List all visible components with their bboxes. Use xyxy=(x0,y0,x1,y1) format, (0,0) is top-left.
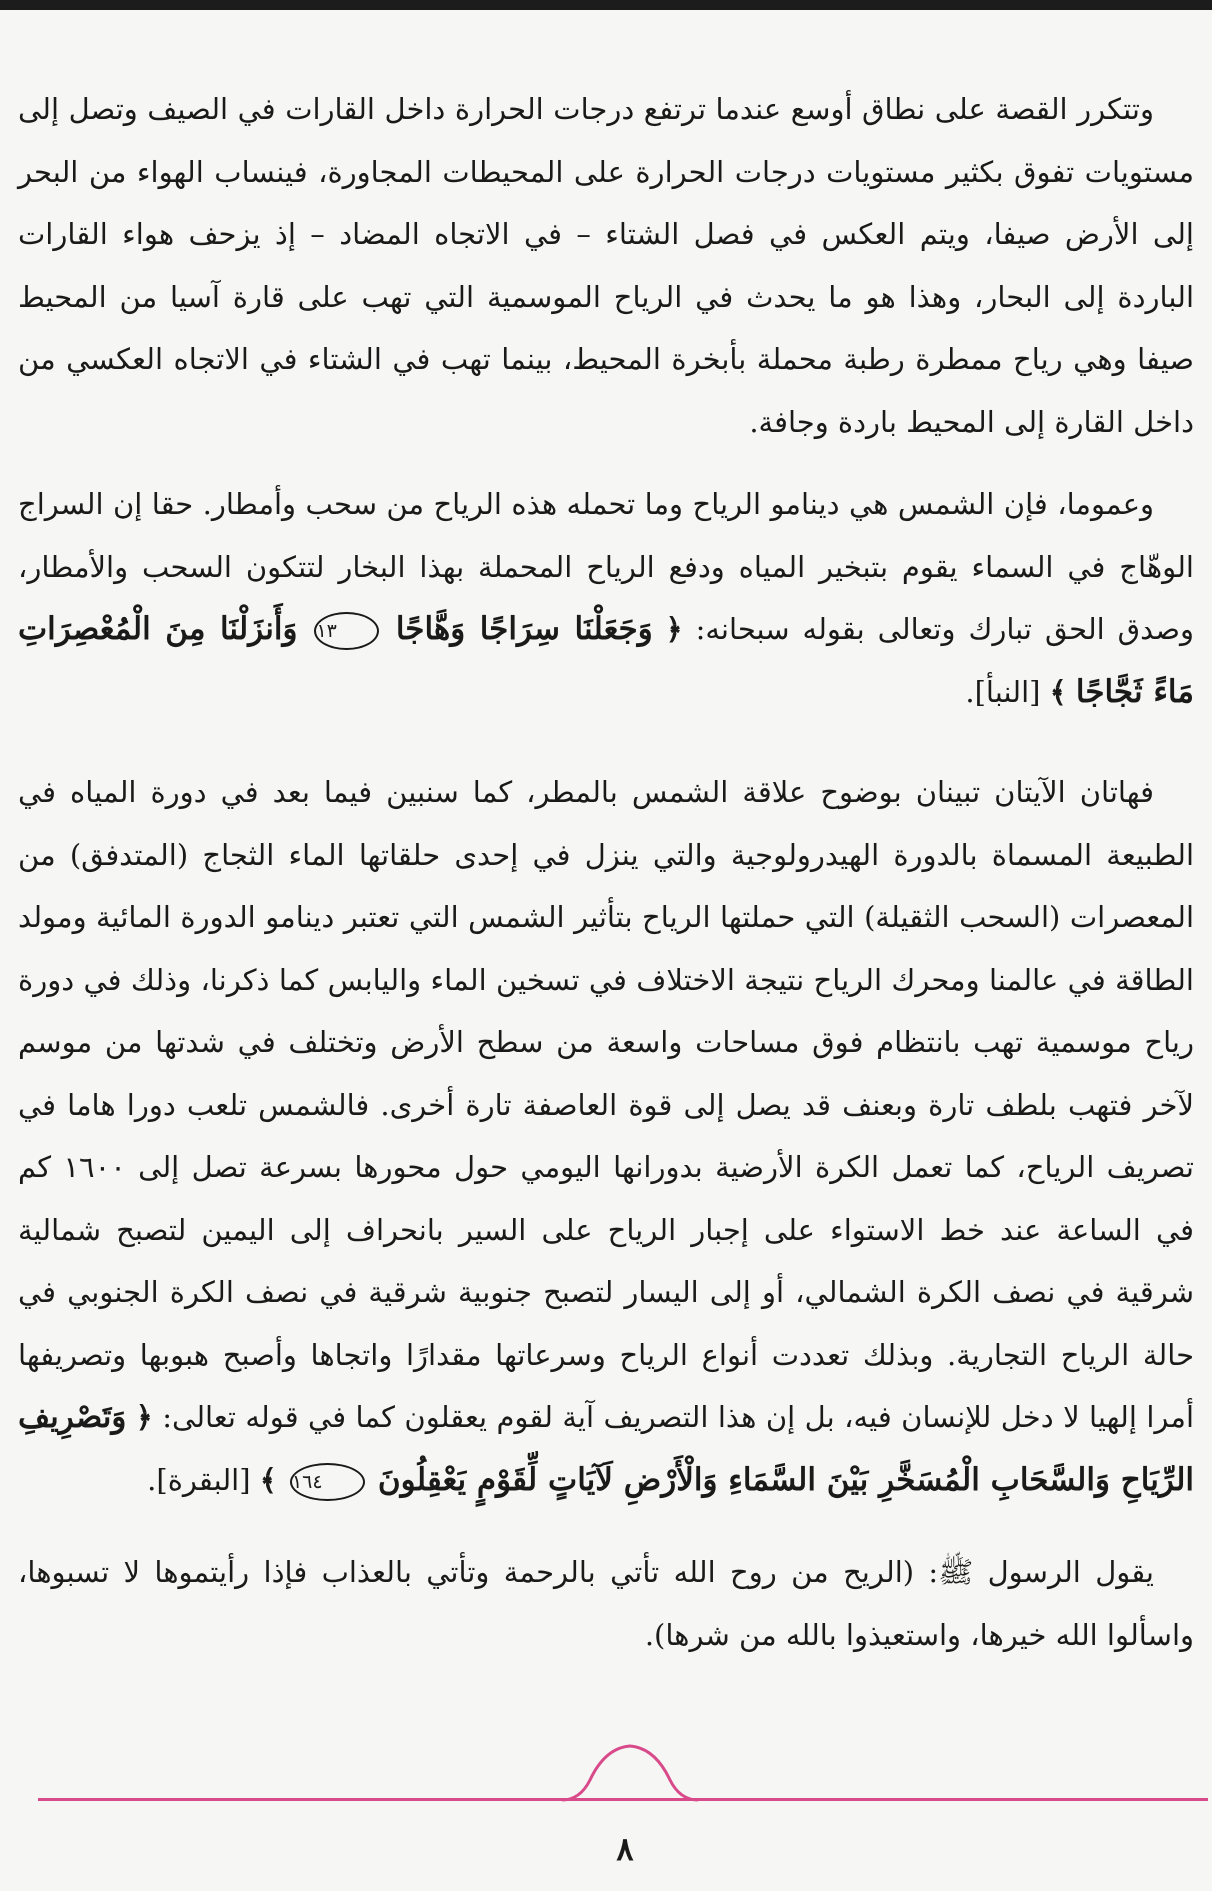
quran-open-bracket: ﴿ xyxy=(135,1400,153,1434)
footer-divider-line xyxy=(38,1798,1208,1801)
quran-verse: وَتَصْرِيفِ الرِّيَاحِ وَالسَّحَابِ الْمُسَخَّرِ بَيْنَ السَّمَاءِ وَالْأَرْضِ لَآيَاتٍ لِّقَوْمٍ يَعْقِلُونَ xyxy=(18,1399,1194,1498)
ayah-number-marker: ١٣ xyxy=(314,612,378,650)
paragraph-text: فهاتان الآيتان تبينان بوضوح علاقة الشمس بالمطر، كما سنبين فيما بعد في دورة المياه في الطبيعة المسماة بالدورة الهيدرولوجية والتي ينزل في إحدى حلقاتها الماء الثجاج (المتدفق) من المعصرات (السحب الثقيلة) التي حملتها الرياح بتأثير الشمس التي تعتبر دينامو الدورة المائية ومولد الطاقة في عالمنا ومحرك الرياح نتيجة الاختلاف في تسخين الماء واليابس كما ذكرنا، وذلك في دورة رياح موسمية تهب بانتظام فوق مساحات واسعة من سطح الأرض وتختلف في شدتها من موسم لآخر فتهب بلطف تارة وبعنف قد يصل إلى قوة العاصفة تارة أخرى. فالشمس تلعب دورا هاما في تصريف الرياح، كما تعمل الكرة الأرضية بدورانها اليومي حول محورها بسرعة تصل إلى ١٦٠٠ كم في الساعة عند خط الاستواء على إجبار الرياح على السير بانحراف إلى اليمين لتصبح شمالية شرقية في نصف الكرة الشمالي، أو إلى اليسار لتصبح جنوبية شرقية في نصف الكرة الجنوبي في حالة الرياح التجارية. وبذلك تعددت أنواع الرياح وسرعاتها مقدارًا واتجاها وأصبح هبوبها وتصريفها أمرا إلهيا لا دخل للإنسان فيه، بل إن هذا التصريف آية لقوم يعقلون كما في قوله تعالى: xyxy=(18,775,1195,1434)
page-number: ٨ xyxy=(616,1830,634,1868)
paragraph-winds-rotation xyxy=(18,761,1194,1511)
quran-verse: وَجَعَلْنَا سِرَاجًا وَهَّاجًا xyxy=(395,611,653,647)
paragraph-hadith: يقول الرسول ﷺ: (الريح من روح الله تأتي بالرحمة وتأتي بالعذاب فإذا رأيتموها لا تسبوها، واسألوا الله خيرها، واستعيذوا بالله من شرها). xyxy=(18,1555,1194,1652)
footer-arc-ornament xyxy=(560,1738,700,1802)
paragraph-monsoon: وتتكرر القصة على نطاق أوسع عندما ترتفع درجات الحرارة داخل القارات في الصيف وتصل إلى مستويات تفوق بكثير مستويات درجات الحرارة على المحيطات المجاورة، فينساب الهواء من البحر إلى الأرض صيفا، ويتم العكس في فصل الشتاء – في الاتجاه المضاد – إذ يزحف هواء القارات الباردة إلى البحار، وهذا هو ما يحدث في الرياح الموسمية التي تهب على قارة آسيا من المحيط صيفا وهي رياح ممطرة رطبة محملة بأبخرة المحيط، بينما تهب في الشتاء في الاتجاه العكسي من داخل القارة إلى المحيط باردة وجافة. xyxy=(18,92,1194,439)
paragraph-gap xyxy=(18,723,1194,761)
paragraph-gap xyxy=(18,453,1194,473)
quran-open-bracket: ﴿ xyxy=(665,612,683,646)
ayah-number-marker: ١٦٤ xyxy=(290,1463,365,1501)
paragraph-gap xyxy=(18,1511,1194,1541)
quran-close-bracket: ﴾ xyxy=(259,1462,277,1497)
surah-reference: [البقرة]. xyxy=(147,1462,251,1497)
surah-reference: [النبأ]. xyxy=(965,674,1041,709)
paragraph-sun-dynamo xyxy=(18,473,1194,723)
quran-verse: وَأَنزَلْنَا مِنَ الْمُعْصِرَاتِ مَاءً ثَجَّاجًا xyxy=(18,611,1194,710)
page-top-border xyxy=(0,0,1212,10)
paragraph-text: وعموما، فإن الشمس هي دينامو الرياح وما تحمله هذه الرياح من سحب وأمطار. حقا إن السراج الوهّاج في السماء يقوم بتبخير المياه ودفع الرياح المحملة بهذا البخار لتتكون السحب والأمطار، وصدق الحق تبارك وتعالى بقوله سبحانه: xyxy=(18,487,1195,646)
quran-close-bracket: ﴾ xyxy=(1049,674,1067,709)
page-body xyxy=(18,78,1194,1666)
